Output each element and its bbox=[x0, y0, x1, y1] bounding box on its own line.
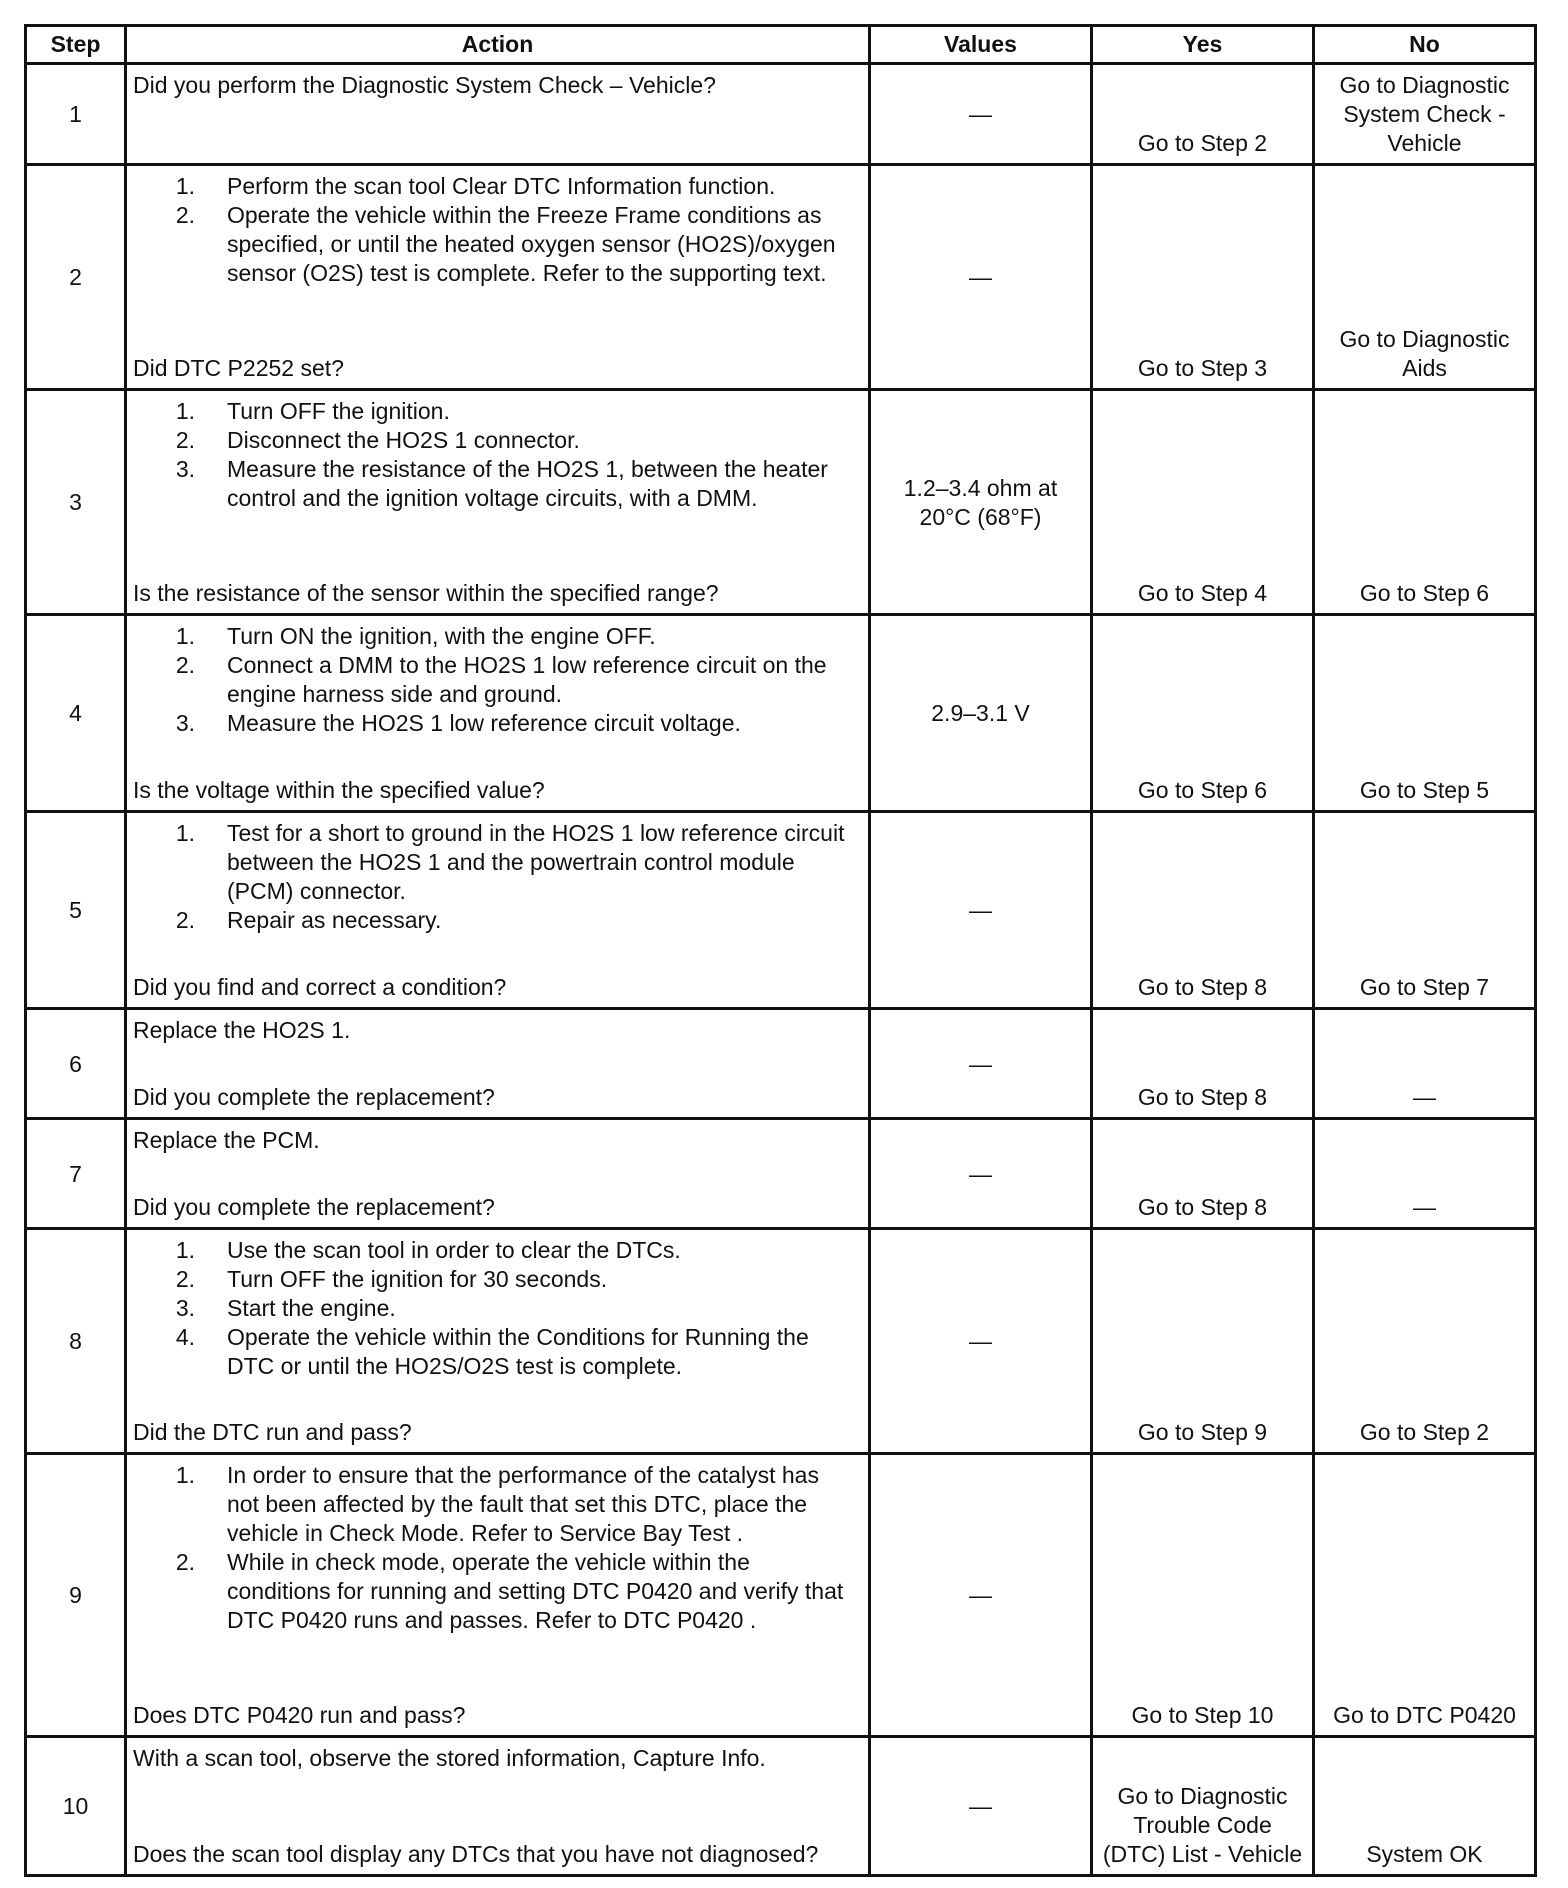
no-cell: System OK bbox=[1314, 1737, 1536, 1876]
list-item bbox=[133, 1461, 862, 1548]
action-instructions bbox=[133, 819, 862, 935]
action-question: Is the resistance of the sensor within the specified range? bbox=[133, 580, 719, 606]
action-cell bbox=[126, 1229, 870, 1454]
header-step: Step bbox=[26, 26, 126, 64]
step-number: 5 bbox=[26, 812, 126, 1009]
step-number: 9 bbox=[26, 1454, 126, 1737]
action-cell bbox=[126, 812, 870, 1009]
list-item bbox=[133, 201, 862, 288]
step-number: 4 bbox=[26, 615, 126, 812]
values-cell: — bbox=[870, 1119, 1092, 1229]
list-item-number: 3. bbox=[175, 710, 195, 736]
step-number: 7 bbox=[26, 1119, 126, 1229]
list-item-number: 1. bbox=[175, 1237, 195, 1263]
list-item-text: Turn OFF the ignition for 30 seconds. bbox=[227, 1266, 608, 1292]
action-content bbox=[133, 1016, 862, 1112]
no-cell: Go to Step 7 bbox=[1314, 812, 1536, 1009]
action-question: Did you complete the replacement? bbox=[133, 1194, 495, 1220]
list-item-text: Perform the scan tool Clear DTC Information function. bbox=[227, 173, 776, 199]
list-item-number: 1. bbox=[175, 398, 195, 424]
action-question: Did you find and correct a condition? bbox=[133, 974, 507, 1000]
table-row bbox=[26, 165, 1536, 390]
list-item bbox=[133, 906, 862, 935]
list-item bbox=[133, 651, 862, 709]
action-instructions bbox=[133, 1236, 862, 1381]
action-question: Does the scan tool display any DTCs that you have not diagnosed? bbox=[133, 1841, 819, 1867]
values-cell: — bbox=[870, 812, 1092, 1009]
yes-cell: Go to Step 8 bbox=[1092, 1009, 1314, 1119]
diagnostic-document bbox=[24, 24, 1537, 1877]
yes-cell: Go to Step 3 bbox=[1092, 165, 1314, 390]
list-item-number: 1. bbox=[175, 623, 195, 649]
action-content bbox=[133, 622, 862, 805]
action-content bbox=[133, 1744, 862, 1869]
diagnostic-table bbox=[24, 24, 1537, 1877]
action-question: Is the voltage within the specified value? bbox=[133, 777, 545, 803]
table-row bbox=[26, 1009, 1536, 1119]
no-cell: — bbox=[1314, 1009, 1536, 1119]
list-item-text: Operate the vehicle within the Conditions for Running the DTC or until the HO2S/O2S test is complete. bbox=[227, 1324, 809, 1379]
yes-cell: Go to Step 6 bbox=[1092, 615, 1314, 812]
list-item-number: 1. bbox=[175, 173, 195, 199]
action-cell bbox=[126, 390, 870, 615]
action-question: Did the DTC run and pass? bbox=[133, 1419, 412, 1445]
list-item bbox=[133, 1323, 862, 1381]
action-content bbox=[133, 1126, 862, 1222]
list-item-number: 2. bbox=[175, 427, 195, 453]
no-cell: — bbox=[1314, 1119, 1536, 1229]
list-item bbox=[133, 1265, 862, 1294]
list-item bbox=[133, 709, 862, 738]
no-cell: Go to Diagnostic Aids bbox=[1314, 165, 1536, 390]
list-item-number: 4. bbox=[175, 1324, 195, 1350]
action-cell bbox=[126, 1454, 870, 1737]
list-item bbox=[133, 455, 862, 513]
values-cell: — bbox=[870, 165, 1092, 390]
table-row bbox=[26, 390, 1536, 615]
values-cell: 2.9–3.1 V bbox=[870, 615, 1092, 812]
action-intro: Did you perform the Diagnostic System Check – Vehicle? bbox=[133, 72, 716, 98]
header-action: Action bbox=[126, 26, 870, 64]
action-instructions bbox=[133, 397, 862, 513]
no-cell: Go to Step 5 bbox=[1314, 615, 1536, 812]
values-cell: — bbox=[870, 1009, 1092, 1119]
list-item bbox=[133, 172, 862, 201]
no-cell: Go to Step 6 bbox=[1314, 390, 1536, 615]
action-cell bbox=[126, 1737, 870, 1876]
instruction-list bbox=[133, 1236, 862, 1381]
table-header-row bbox=[26, 26, 1536, 64]
table-row bbox=[26, 615, 1536, 812]
no-cell: Go to DTC P0420 bbox=[1314, 1454, 1536, 1737]
action-cell bbox=[126, 1009, 870, 1119]
step-number: 8 bbox=[26, 1229, 126, 1454]
instruction-list bbox=[133, 819, 862, 935]
action-cell bbox=[126, 165, 870, 390]
list-item-text: Test for a short to ground in the HO2S 1 low reference circuit between the HO2S 1 and the powertrain control module (PCM) connector. bbox=[227, 820, 845, 904]
action-content bbox=[133, 1236, 862, 1447]
list-item-text: Repair as necessary. bbox=[227, 907, 442, 933]
step-number: 1 bbox=[26, 64, 126, 165]
action-instructions bbox=[133, 1744, 862, 1773]
action-question: Did you complete the replacement? bbox=[133, 1084, 495, 1110]
table-row bbox=[26, 1737, 1536, 1876]
action-intro: With a scan tool, observe the stored information, Capture Info. bbox=[133, 1745, 766, 1771]
list-item-number: 2. bbox=[175, 202, 195, 228]
list-item bbox=[133, 1294, 862, 1323]
list-item-number: 1. bbox=[175, 820, 195, 846]
list-item bbox=[133, 1548, 862, 1635]
values-cell: — bbox=[870, 64, 1092, 165]
no-cell: Go to Step 2 bbox=[1314, 1229, 1536, 1454]
table-row bbox=[26, 64, 1536, 165]
step-number: 2 bbox=[26, 165, 126, 390]
table-row bbox=[26, 1119, 1536, 1229]
values-cell: — bbox=[870, 1737, 1092, 1876]
action-intro: Replace the HO2S 1. bbox=[133, 1017, 351, 1043]
list-item-text: Measure the resistance of the HO2S 1, between the heater control and the ignition voltage circuits, with a DMM. bbox=[227, 456, 828, 511]
action-instructions bbox=[133, 71, 862, 100]
no-cell: Go to Diagnostic System Check - Vehicle bbox=[1314, 64, 1536, 165]
table-row bbox=[26, 812, 1536, 1009]
values-cell: — bbox=[870, 1229, 1092, 1454]
list-item-text: While in check mode, operate the vehicle within the conditions for running and setting DTC P0420 and verify that DTC P0420 runs and passes. Refer to DTC P0420 . bbox=[227, 1549, 844, 1633]
instruction-list bbox=[133, 622, 862, 738]
list-item-text: Use the scan tool in order to clear the DTCs. bbox=[227, 1237, 681, 1263]
yes-cell: Go to Step 8 bbox=[1092, 1119, 1314, 1229]
action-question: Does DTC P0420 run and pass? bbox=[133, 1702, 466, 1728]
list-item-number: 2. bbox=[175, 1549, 195, 1575]
action-question: Did DTC P2252 set? bbox=[133, 355, 344, 381]
table-row bbox=[26, 1454, 1536, 1737]
header-values: Values bbox=[870, 26, 1092, 64]
list-item-text: Measure the HO2S 1 low reference circuit voltage. bbox=[227, 710, 741, 736]
list-item-text: Operate the vehicle within the Freeze Frame conditions as specified, or until the heated oxygen sensor (HO2S)/oxygen sensor (O2S) test is complete. Refer to the supporting text. bbox=[227, 202, 836, 286]
instruction-list bbox=[133, 397, 862, 513]
action-cell bbox=[126, 615, 870, 812]
list-item-text: In order to ensure that the performance of the catalyst has not been affected by the fault that set this DTC, place the vehicle in Check Mode. Refer to Service Bay Test . bbox=[227, 1462, 819, 1546]
yes-cell: Go to Step 2 bbox=[1092, 64, 1314, 165]
action-cell bbox=[126, 1119, 870, 1229]
list-item-text: Disconnect the HO2S 1 connector. bbox=[227, 427, 580, 453]
step-number: 10 bbox=[26, 1737, 126, 1876]
yes-cell: Go to Step 4 bbox=[1092, 390, 1314, 615]
yes-cell: Go to Diagnostic Trouble Code (DTC) List - Vehicle bbox=[1092, 1737, 1314, 1876]
list-item bbox=[133, 1236, 862, 1265]
action-instructions bbox=[133, 622, 862, 738]
action-instructions bbox=[133, 1126, 862, 1155]
list-item-number: 2. bbox=[175, 907, 195, 933]
list-item-number: 3. bbox=[175, 456, 195, 482]
yes-cell: Go to Step 9 bbox=[1092, 1229, 1314, 1454]
instruction-list bbox=[133, 172, 862, 288]
step-number: 6 bbox=[26, 1009, 126, 1119]
action-content bbox=[133, 172, 862, 383]
list-item-text: Connect a DMM to the HO2S 1 low reference circuit on the engine harness side and ground. bbox=[227, 652, 827, 707]
table-body bbox=[26, 64, 1536, 1876]
header-no: No bbox=[1314, 26, 1536, 64]
list-item-text: Turn ON the ignition, with the engine OFF. bbox=[227, 623, 656, 649]
action-intro: Replace the PCM. bbox=[133, 1127, 320, 1153]
action-content bbox=[133, 397, 862, 608]
instruction-list bbox=[133, 1461, 862, 1635]
list-item-number: 3. bbox=[175, 1295, 195, 1321]
list-item-text: Start the engine. bbox=[227, 1295, 396, 1321]
list-item bbox=[133, 622, 862, 651]
action-content bbox=[133, 71, 862, 158]
list-item-text: Turn OFF the ignition. bbox=[227, 398, 450, 424]
action-cell bbox=[126, 64, 870, 165]
values-cell: — bbox=[870, 1454, 1092, 1737]
action-content bbox=[133, 819, 862, 1002]
action-instructions bbox=[133, 1461, 862, 1635]
list-item bbox=[133, 397, 862, 426]
action-content bbox=[133, 1461, 862, 1730]
header-yes: Yes bbox=[1092, 26, 1314, 64]
yes-cell: Go to Step 8 bbox=[1092, 812, 1314, 1009]
step-number: 3 bbox=[26, 390, 126, 615]
values-cell: 1.2–3.4 ohm at 20°C (68°F) bbox=[870, 390, 1092, 615]
list-item-number: 2. bbox=[175, 652, 195, 678]
list-item-number: 1. bbox=[175, 1462, 195, 1488]
action-instructions bbox=[133, 172, 862, 288]
list-item-number: 2. bbox=[175, 1266, 195, 1292]
action-instructions bbox=[133, 1016, 862, 1045]
list-item bbox=[133, 819, 862, 906]
table-row bbox=[26, 1229, 1536, 1454]
list-item bbox=[133, 426, 862, 455]
yes-cell: Go to Step 10 bbox=[1092, 1454, 1314, 1737]
